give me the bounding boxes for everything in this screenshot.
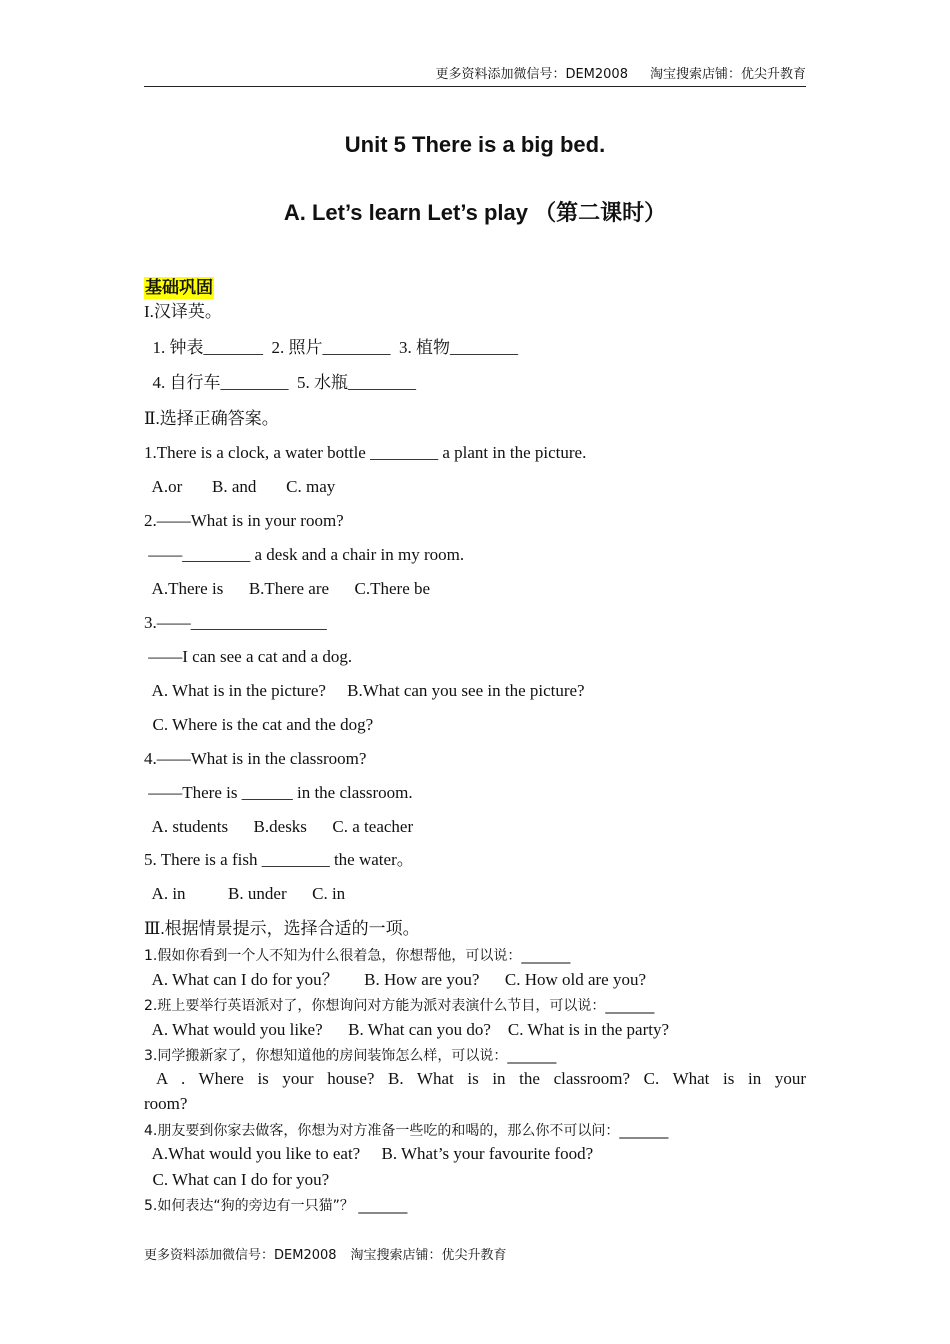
part3-q2-options: A. What would you like? B. What can you do? C. What is in the party? (144, 1020, 670, 1039)
section-highlight-label: 基础巩固 (145, 278, 213, 298)
part2-line: ——There is ______ in the classroom. (144, 783, 413, 802)
part1-heading: I.汉译英。 (144, 302, 222, 321)
part2-line: A.There is B.There are C.There be (144, 579, 431, 598)
part3-q2: 2.班上要举行英语派对了，你想询问对方能为派对表演什么节目，可以说：_______ (144, 998, 655, 1014)
lesson-subtitle: A. Let’s learn Let’s play （第二课时） (283, 200, 667, 225)
part3-q4: 4.朋友要到你家去做客，你想为对方准备一些吃的和喝的，那么你不可以问：_______ (144, 1123, 669, 1139)
part2-line: C. Where is the cat and the dog? (144, 715, 374, 734)
part2-heading: Ⅱ.选择正确答案。 (144, 409, 279, 428)
part2-line: A.or B. and C. may (144, 477, 336, 496)
part1-line-2: 4. 自行车________ 5. 水瓶________ (144, 373, 416, 392)
part3-q3-options-wrap: room? (144, 1094, 188, 1113)
page-footer (144, 1247, 507, 1265)
part3-q3-options: A . Where is your house? B. What is in the classroom? C. What is in your (156, 1069, 806, 1088)
part2-line: ——I can see a cat and a dog. (144, 647, 353, 666)
header-wechat-text: 更多资料添加微信号：DEM2008 (435, 67, 628, 82)
part3-q5: 5.如何表达“狗的旁边有一只猫”？ _______ (144, 1198, 408, 1214)
header-shop-text: 淘宝搜索店铺：优尖升教育 (649, 67, 806, 82)
part2-line: 1.There is a clock, a water bottle ________ a plant in the picture. (144, 443, 587, 462)
unit-title: Unit 5 There is a big bed. (344, 132, 606, 157)
part3-q1-options: A. What can I do for you？ B. How are you? C. How old are you? (144, 970, 647, 989)
part2-line: 4.——What is in the classroom? (144, 749, 367, 768)
page-header (144, 66, 806, 87)
part3-q4-options: A.What would you like to eat? B. What’s your favourite food? (144, 1144, 594, 1163)
footer-wechat-text: 更多资料添加微信号：DEM2008 (144, 1248, 337, 1263)
part2-line: 3.——________________ (144, 613, 327, 632)
part2-line: A. What is in the picture? B.What can you see in the picture? (144, 681, 585, 700)
part3-q4-options-2: C. What can I do for you? (144, 1170, 330, 1189)
part3-heading: Ⅲ.根据情景提示，选择合适的一项。 (144, 919, 420, 938)
part3-q3: 3.同学搬新家了，你想知道他的房间装饰怎么样，可以说：_______ (144, 1048, 557, 1064)
part2-line: 5. There is a fish ________ the water。 (144, 850, 414, 869)
part1-line-1: 1. 钟表_______ 2. 照片________ 3. 植物________ (144, 338, 518, 357)
part2-line: A. students B.desks C. a teacher (144, 817, 414, 836)
part3-q1: 1.假如你看到一个人不知为什么很着急，你想帮他，可以说：_______ (144, 948, 571, 964)
part2-line: A. in B. under C. in (144, 884, 346, 903)
footer-shop-text: 淘宝搜索店铺：优尖升教育 (350, 1248, 507, 1263)
part2-line: ——________ a desk and a chair in my room. (144, 545, 465, 564)
part2-line: 2.——What is in your room? (144, 511, 344, 530)
